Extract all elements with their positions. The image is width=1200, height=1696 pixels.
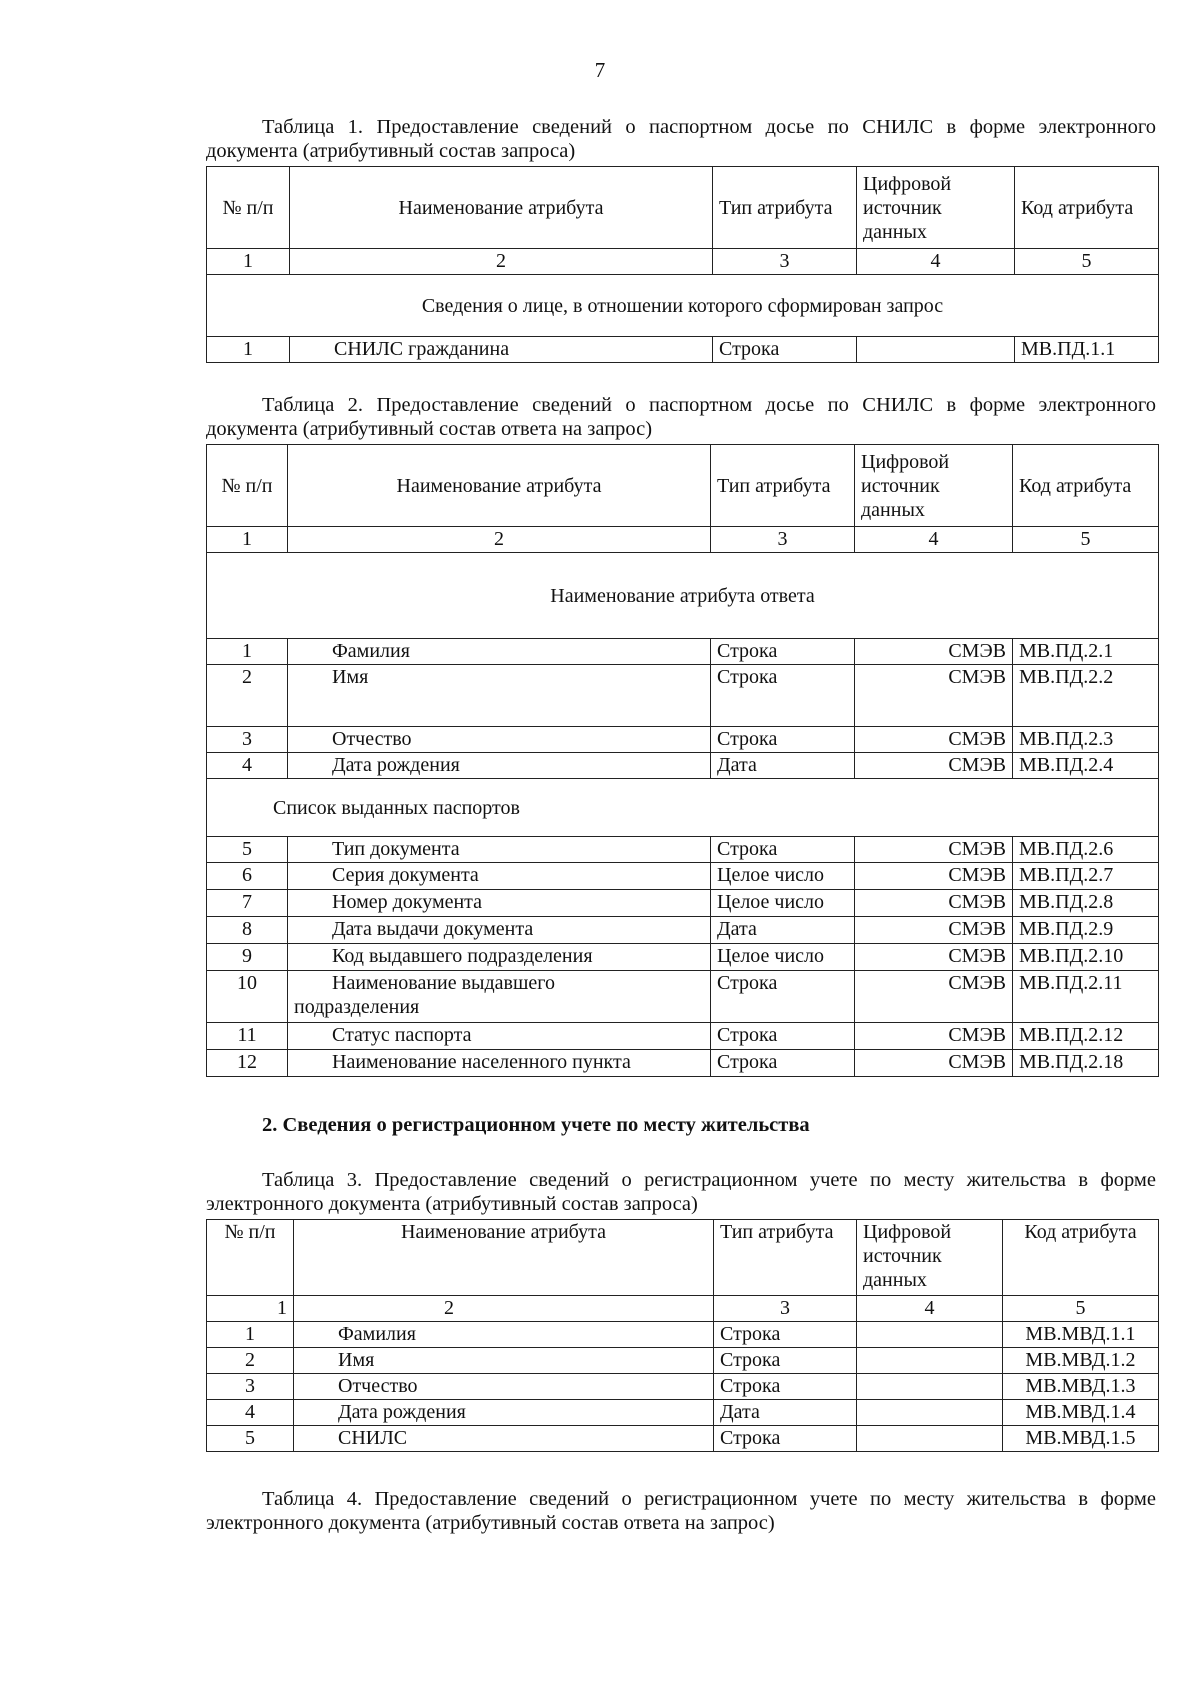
table-row bbox=[207, 1023, 1159, 1050]
table-row bbox=[207, 917, 1159, 944]
attribute-name: Тип документа bbox=[288, 837, 711, 863]
data-source: СМЭВ bbox=[855, 971, 1013, 1023]
attribute-name-line2: подразделения bbox=[294, 996, 420, 1018]
section-title: Наименование атрибута ответа bbox=[207, 553, 1159, 639]
attribute-type: Дата bbox=[714, 1400, 857, 1426]
attribute-name: Имя bbox=[288, 665, 711, 727]
table2-header-row bbox=[207, 445, 1159, 527]
table1-header-row bbox=[207, 167, 1159, 249]
attribute-code: МВ.ПД.2.6 bbox=[1013, 837, 1159, 863]
attribute-code: МВ.МВД.1.1 bbox=[1003, 1322, 1159, 1348]
table1-section-row bbox=[207, 275, 1159, 337]
data-source: СМЭВ bbox=[855, 837, 1013, 863]
col-number: 4 bbox=[857, 1296, 1003, 1322]
header-attribute-name: Наименование атрибута bbox=[288, 445, 711, 527]
row-number: 1 bbox=[207, 337, 290, 363]
data-source: СМЭВ bbox=[855, 1050, 1013, 1077]
data-source bbox=[857, 1348, 1003, 1374]
attribute-code: МВ.ПД.2.3 bbox=[1013, 727, 1159, 753]
attribute-code: МВ.МВД.1.4 bbox=[1003, 1400, 1159, 1426]
table2-section-row bbox=[207, 553, 1159, 639]
row-number: 6 bbox=[207, 863, 288, 890]
col-number: 2 bbox=[294, 1296, 714, 1322]
attribute-code: МВ.ПД.2.1 bbox=[1013, 639, 1159, 665]
table-row bbox=[207, 639, 1159, 665]
data-source bbox=[857, 337, 1015, 363]
table-row bbox=[207, 665, 1159, 727]
attribute-name: СНИЛС bbox=[294, 1426, 714, 1452]
header-number: № п/п bbox=[207, 1220, 294, 1296]
header-number: № п/п bbox=[207, 445, 288, 527]
table3-caption: Таблица 3. Предоставление сведений о регистрационном учете по месту жительства в форме электронного документа (атрибутивный состав запроса) bbox=[206, 1169, 1156, 1215]
header-attribute-name: Наименование атрибута bbox=[290, 167, 713, 249]
attribute-type: Строка bbox=[714, 1348, 857, 1374]
attribute-type: Строка bbox=[711, 1023, 855, 1050]
attribute-name: Имя bbox=[294, 1348, 714, 1374]
header-data-source: Цифровой источник данных bbox=[857, 167, 1015, 249]
row-number: 9 bbox=[207, 944, 288, 971]
attribute-name: Наименование населенного пункта bbox=[288, 1050, 711, 1077]
table-row bbox=[207, 1400, 1159, 1426]
attribute-name bbox=[288, 971, 711, 1023]
attribute-name: Серия документа bbox=[288, 863, 711, 890]
table2-subsection-row bbox=[207, 779, 1159, 837]
table-row bbox=[207, 837, 1159, 863]
col-number: 5 bbox=[1015, 249, 1159, 275]
table-row bbox=[207, 944, 1159, 971]
page-number: 7 bbox=[594, 58, 606, 82]
table-row bbox=[207, 971, 1159, 1023]
attribute-type: Строка bbox=[711, 639, 855, 665]
row-number: 7 bbox=[207, 890, 288, 917]
row-number: 1 bbox=[207, 639, 288, 665]
data-source: СМЭВ bbox=[855, 917, 1013, 944]
attribute-name: Фамилия bbox=[294, 1322, 714, 1348]
table1-column-numbers bbox=[207, 249, 1159, 275]
row-number: 1 bbox=[207, 1322, 294, 1348]
col-number: 1 bbox=[207, 249, 290, 275]
col-number: 5 bbox=[1003, 1296, 1159, 1322]
data-source bbox=[857, 1374, 1003, 1400]
data-source: СМЭВ bbox=[855, 639, 1013, 665]
table3 bbox=[206, 1219, 1159, 1452]
table-row bbox=[207, 863, 1159, 890]
header-attribute-type: Тип атрибута bbox=[714, 1220, 857, 1296]
table-row bbox=[207, 337, 1159, 363]
table2 bbox=[206, 444, 1159, 1077]
row-number: 11 bbox=[207, 1023, 288, 1050]
table1 bbox=[206, 166, 1159, 363]
header-attribute-name: Наименование атрибута bbox=[294, 1220, 714, 1296]
section-heading: 2. Сведения о регистрационном учете по месту жительства bbox=[262, 1114, 810, 1136]
attribute-name: Отчество bbox=[294, 1374, 714, 1400]
attribute-code: МВ.ПД.2.18 bbox=[1013, 1050, 1159, 1077]
table3-header-row bbox=[207, 1220, 1159, 1296]
table4-caption: Таблица 4. Предоставление сведений о регистрационном учете по месту жительства в форме электронного документа (атрибутивный состав ответа на запрос) bbox=[206, 1488, 1156, 1534]
attribute-type: Строка bbox=[714, 1426, 857, 1452]
table-row bbox=[207, 753, 1159, 779]
attribute-type: Строка bbox=[714, 1322, 857, 1348]
col-number: 3 bbox=[714, 1296, 857, 1322]
col-number: 1 bbox=[207, 527, 288, 553]
data-source bbox=[857, 1426, 1003, 1452]
attribute-type: Строка bbox=[711, 727, 855, 753]
attribute-type: Целое число bbox=[711, 890, 855, 917]
row-number: 4 bbox=[207, 753, 288, 779]
row-number: 3 bbox=[207, 727, 288, 753]
row-number: 3 bbox=[207, 1374, 294, 1400]
subsection-title: Список выданных паспортов bbox=[207, 779, 1159, 837]
attribute-type: Строка bbox=[711, 665, 855, 727]
col-number: 3 bbox=[711, 527, 855, 553]
attribute-code: МВ.ПД.2.11 bbox=[1013, 971, 1159, 1023]
attribute-name: Отчество bbox=[288, 727, 711, 753]
attribute-name: Фамилия bbox=[288, 639, 711, 665]
row-number: 5 bbox=[207, 837, 288, 863]
attribute-type: Строка bbox=[711, 971, 855, 1023]
data-source: СМЭВ bbox=[855, 1023, 1013, 1050]
col-number: 5 bbox=[1013, 527, 1159, 553]
data-source: СМЭВ bbox=[855, 727, 1013, 753]
col-number: 4 bbox=[855, 527, 1013, 553]
attribute-name-line1: Наименование выдавшего bbox=[332, 972, 555, 994]
table-row bbox=[207, 1322, 1159, 1348]
attribute-name: Дата рождения bbox=[288, 753, 711, 779]
table2-column-numbers bbox=[207, 527, 1159, 553]
header-data-source: Цифровой источник данных bbox=[855, 445, 1013, 527]
attribute-code: МВ.ПД.2.12 bbox=[1013, 1023, 1159, 1050]
data-source: СМЭВ bbox=[855, 863, 1013, 890]
header-attribute-code: Код атрибута bbox=[1013, 445, 1159, 527]
row-number: 2 bbox=[207, 1348, 294, 1374]
col-number: 2 bbox=[288, 527, 711, 553]
col-number: 2 bbox=[290, 249, 713, 275]
table-row bbox=[207, 890, 1159, 917]
attribute-code: МВ.МВД.1.3 bbox=[1003, 1374, 1159, 1400]
row-number: 12 bbox=[207, 1050, 288, 1077]
data-source: СМЭВ bbox=[855, 944, 1013, 971]
attribute-code: МВ.ПД.2.9 bbox=[1013, 917, 1159, 944]
col-number: 3 bbox=[713, 249, 857, 275]
row-number: 8 bbox=[207, 917, 288, 944]
header-data-source: Цифровой источник данных bbox=[857, 1220, 1003, 1296]
header-attribute-code: Код атрибута bbox=[1003, 1220, 1159, 1296]
table-row bbox=[207, 1426, 1159, 1452]
attribute-name: Статус паспорта bbox=[288, 1023, 711, 1050]
attribute-code: МВ.ПД.1.1 bbox=[1015, 337, 1159, 363]
row-number: 10 bbox=[207, 971, 288, 1023]
attribute-type: Строка bbox=[711, 1050, 855, 1077]
attribute-type: Строка bbox=[711, 837, 855, 863]
table2-caption: Таблица 2. Предоставление сведений о паспортном досье по СНИЛС в форме электронного документа (атрибутивный состав ответа на запрос) bbox=[206, 394, 1156, 440]
attribute-name: СНИЛС гражданина bbox=[290, 337, 713, 363]
attribute-code: МВ.МВД.1.5 bbox=[1003, 1426, 1159, 1452]
header-number: № п/п bbox=[207, 167, 290, 249]
table1-caption: Таблица 1. Предоставление сведений о паспортном досье по СНИЛС в форме электронного документа (атрибутивный состав запроса) bbox=[206, 116, 1156, 162]
header-attribute-type: Тип атрибута bbox=[713, 167, 857, 249]
attribute-name: Дата рождения bbox=[294, 1400, 714, 1426]
data-source bbox=[857, 1322, 1003, 1348]
attribute-name: Номер документа bbox=[288, 890, 711, 917]
attribute-code: МВ.МВД.1.2 bbox=[1003, 1348, 1159, 1374]
row-number: 5 bbox=[207, 1426, 294, 1452]
attribute-type: Строка bbox=[714, 1374, 857, 1400]
attribute-type: Целое число bbox=[711, 863, 855, 890]
attribute-type: Дата bbox=[711, 753, 855, 779]
attribute-type: Дата bbox=[711, 917, 855, 944]
data-source bbox=[857, 1400, 1003, 1426]
table3-column-numbers bbox=[207, 1296, 1159, 1322]
attribute-name: Дата выдачи документа bbox=[288, 917, 711, 944]
attribute-type: Целое число bbox=[711, 944, 855, 971]
header-attribute-code: Код атрибута bbox=[1015, 167, 1159, 249]
table-row bbox=[207, 1374, 1159, 1400]
table-row bbox=[207, 1348, 1159, 1374]
attribute-code: МВ.ПД.2.2 bbox=[1013, 665, 1159, 727]
data-source: СМЭВ bbox=[855, 753, 1013, 779]
attribute-code: МВ.ПД.2.10 bbox=[1013, 944, 1159, 971]
attribute-code: МВ.ПД.2.8 bbox=[1013, 890, 1159, 917]
row-number: 4 bbox=[207, 1400, 294, 1426]
table-row bbox=[207, 727, 1159, 753]
table-row bbox=[207, 1050, 1159, 1077]
col-number: 4 bbox=[857, 249, 1015, 275]
header-attribute-type: Тип атрибута bbox=[711, 445, 855, 527]
data-source: СМЭВ bbox=[855, 665, 1013, 727]
attribute-name: Код выдавшего подразделения bbox=[288, 944, 711, 971]
col-number: 1 bbox=[207, 1296, 294, 1322]
section-title: Сведения о лице, в отношении которого сформирован запрос bbox=[207, 275, 1159, 337]
attribute-type: Строка bbox=[713, 337, 857, 363]
data-source: СМЭВ bbox=[855, 890, 1013, 917]
attribute-code: МВ.ПД.2.7 bbox=[1013, 863, 1159, 890]
row-number: 2 bbox=[207, 665, 288, 727]
attribute-code: МВ.ПД.2.4 bbox=[1013, 753, 1159, 779]
